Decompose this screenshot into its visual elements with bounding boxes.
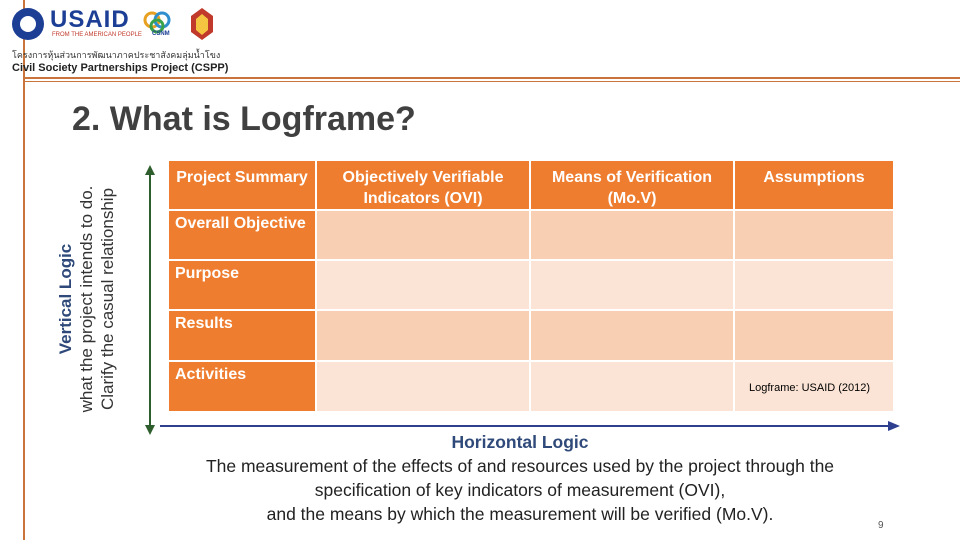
row-label-activities: Activities [168,361,316,412]
table-cell [734,310,894,361]
header-rule-bottom [25,81,960,82]
vertical-logic-line1: what the project intends to do. [77,185,96,413]
horizontal-logic-text [150,430,890,526]
table-cell [316,210,530,260]
table-cell [316,310,530,361]
slide-title: 2. What is Logframe? [72,100,416,138]
vertical-double-arrow-icon [140,165,160,435]
project-name-english: Civil Society Partnerships Project (CSPP) [12,62,229,74]
table-cell [316,361,530,412]
vertical-logic-heading: Vertical Logic [56,243,75,355]
horizontal-logic-line3: and the means by which the measurement will be verified (Mo.V). [266,504,774,524]
table-cell [530,361,734,412]
usaid-seal-icon [12,8,44,40]
header-project-summary: Project Summary [168,160,316,210]
vertical-logic-line2: Clarify the casual relationship [98,187,117,411]
row-label-results: Results [168,310,316,361]
table-cell [530,210,734,260]
page-number: 9 [878,520,884,531]
horizontal-logic-heading: Horizontal Logic [451,432,589,452]
row-label-purpose: Purpose [168,260,316,310]
table-citation: Logframe: USAID (2012) [749,382,871,394]
logo-bar [12,6,272,42]
horizontal-logic-line2: specification of key indicators of measurement (OVI), [314,480,726,500]
university-crest-icon [187,6,217,42]
usaid-wordmark: USAID [50,6,130,33]
header-mov: Means of Verification (Mo.V) [530,160,734,210]
row-label-overall-objective: Overall Objective [168,210,316,260]
table-cell [530,310,734,361]
usaid-tagline: FROM THE AMERICAN PEOPLE [52,32,142,38]
header-ovi: Objectively Verifiable Indicators (OVI) [316,160,530,210]
table-cell [734,260,894,310]
table-cell [530,260,734,310]
csnm-label: CSNM [152,31,170,37]
table-cell [734,210,894,260]
header-assumptions: Assumptions [734,160,894,210]
horizontal-logic-line1: The measurement of the effects of and resources used by the project through the [205,456,835,476]
vertical-logic-label [55,168,135,430]
project-name-thai: โครงการหุ้นส่วนการพัฒนาภาคประชาสังคมลุ่มน้ำโขง [12,50,221,60]
header-rule-top [25,77,960,79]
table-cell [316,260,530,310]
logframe-table [168,160,894,412]
